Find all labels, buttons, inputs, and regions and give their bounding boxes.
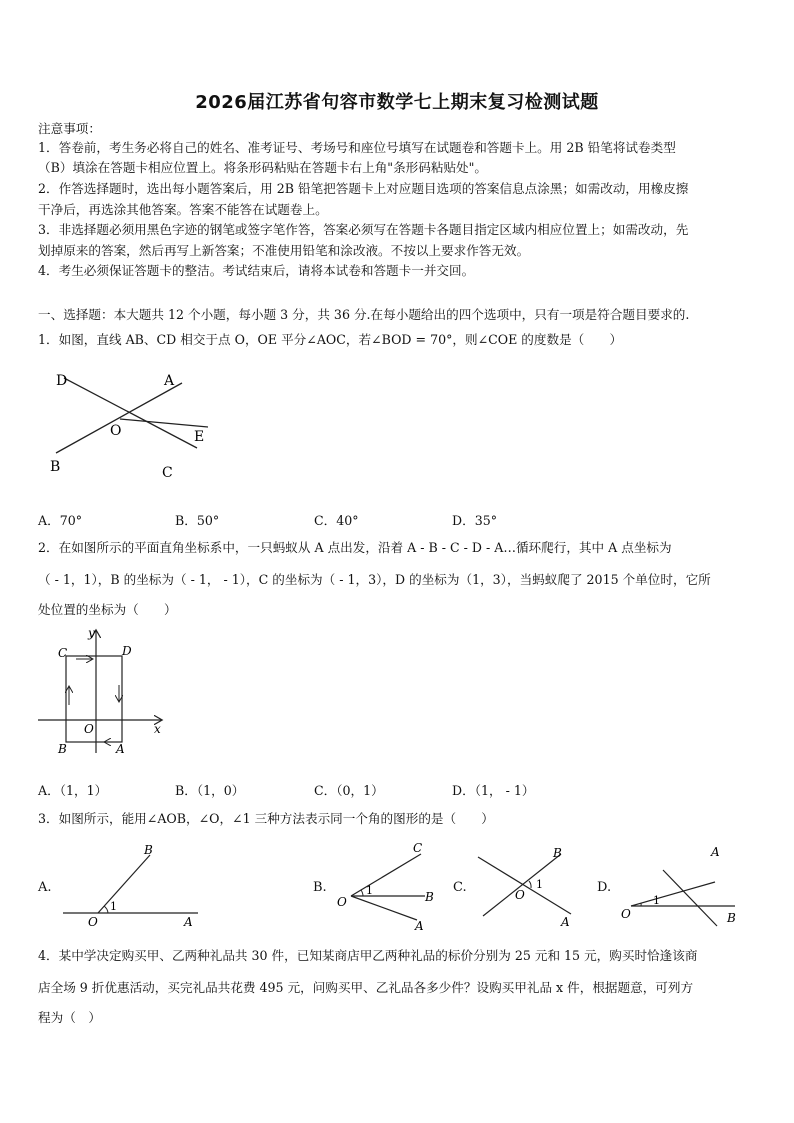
notice-line: 干净后，再选涂其他答案。答案不能答在试题卷上。	[38, 202, 328, 217]
option-b[interactable]: B．50°	[175, 513, 220, 528]
notice-line: 2．作答选择题时，选出每小题答案后，用 2B 铅笔把答题卡上对应题目选项的答案信息点涂黑；如需改动，用橡皮擦	[38, 181, 689, 196]
axis-y-label: y	[88, 626, 95, 640]
label-O: O	[88, 915, 98, 929]
q3-figure-c	[473, 842, 588, 932]
label-D: D	[56, 373, 68, 389]
q2-figure	[36, 625, 171, 760]
page-title: 2026届江苏省句容市数学七上期末复习检测试题	[195, 92, 599, 113]
label-B: B	[58, 742, 67, 756]
notice-line: （B）填涂在答题卡相应位置上。将条形码粘贴在答题卡右上角"条形码粘贴处"。	[38, 160, 488, 175]
label-A: A	[711, 845, 720, 859]
q3-option-a[interactable]: A.	[38, 880, 52, 895]
question-2-line: 2．在如图所示的平面直角坐标系中，一只蚂蚁从 A 点出发，沿着 A - B - C - D - A…循环爬行，其中 A 点坐标为	[38, 540, 672, 555]
q3-option-d[interactable]: D.	[597, 880, 612, 895]
label-O: O	[621, 907, 631, 921]
label-B: B	[50, 459, 61, 475]
question-2-line: （ - 1，1），B 的坐标为（ - 1， - 1），C 的坐标为（ - 1，3），D 的坐标为（1，3），当蚂蚁爬了 2015 个单位时，它所	[38, 572, 711, 587]
label-A: A	[116, 742, 125, 756]
label-C: C	[413, 841, 423, 855]
label-A: A	[561, 915, 570, 929]
axis-x-label: x	[154, 722, 161, 736]
question-4-line: 4．某中学决定购买甲、乙两种礼品共 30 件，已知某商店甲乙两种礼品的标价分别为 25 元和 15 元，购买时恰逢该商	[38, 948, 698, 963]
notice-line: 4．考生必须保证答题卡的整洁。考试结束后，请将本试卷和答题卡一并交回。	[38, 263, 475, 278]
label-C: C	[58, 646, 68, 660]
notice-line: 1．答卷前，考生务必将自己的姓名、准考证号、考场号和座位号填写在试题卷和答题卡上。用 2B 铅笔将试卷类型	[38, 140, 676, 155]
label-C: C	[162, 465, 173, 481]
notice-line: 划掉原来的答案，然后再写上新答案；不准使用铅笔和涂改液。不按以上要求作答无效。	[38, 243, 530, 258]
label-1: 1	[653, 894, 660, 907]
label-B: B	[553, 846, 562, 860]
label-A: A	[415, 919, 424, 933]
label-A: A	[184, 915, 193, 929]
q3-figure-b	[333, 838, 443, 938]
q3-figure-d	[617, 842, 747, 932]
notice-line: 3．非选择题必须用黑色字迹的钢笔或签字笔作答，答案必须写在答题卡各题目指定区域内相应位置上；如需改动，先	[38, 222, 689, 237]
label-O: O	[110, 423, 122, 439]
label-O: O	[84, 722, 94, 736]
q3-option-b[interactable]: B.	[313, 880, 327, 895]
section-heading: 一、选择题：本大题共 12 个小题，每小题 3 分，共 36 分.在每小题给出的四个选项中，只有一项是符合题目要求的.	[38, 307, 690, 322]
option-c[interactable]: C．40°	[314, 513, 359, 528]
label-A: A	[164, 373, 175, 389]
option-a[interactable]: A．（1，1）	[38, 783, 108, 798]
q3-figure-a	[58, 840, 208, 930]
label-1: 1	[366, 884, 373, 897]
label-B: B	[727, 911, 736, 925]
question-3-text: 3．如图所示，能用∠AOB，∠O，∠1 三种方法表示同一个角的图形的是（ ）	[38, 811, 494, 826]
label-O: O	[337, 895, 347, 909]
label-O: O	[515, 888, 525, 902]
option-b[interactable]: B．（1，0）	[175, 783, 245, 798]
q1-figure	[40, 365, 225, 485]
question-4-line: 店全场 9 折优惠活动，买完礼品共花费 495 元，问购买甲、乙礼品各多少件？设购买甲礼品 x 件，根据题意，可列方	[38, 980, 694, 995]
label-B: B	[144, 843, 153, 857]
label-D: D	[122, 644, 132, 658]
option-d[interactable]: D．（1， - 1）	[452, 783, 535, 798]
label-1: 1	[536, 878, 543, 891]
q3-option-c[interactable]: C.	[453, 880, 467, 895]
question-2-line: 处位置的坐标为（ ）	[38, 602, 177, 617]
label-E: E	[194, 429, 205, 445]
label-B: B	[425, 890, 434, 904]
question-4-line: 程为（ ）	[38, 1010, 101, 1025]
label-1: 1	[110, 900, 117, 913]
option-c[interactable]: C．（0，1）	[314, 783, 384, 798]
option-a[interactable]: A．70°	[38, 513, 83, 528]
option-d[interactable]: D．35°	[452, 513, 498, 528]
question-1-text: 1．如图，直线 AB、CD 相交于点 O，OE 平分∠AOC，若∠BOD = 70°，则∠COE 的度数是（ ）	[38, 332, 623, 347]
notice-heading: 注意事项：	[38, 121, 101, 136]
